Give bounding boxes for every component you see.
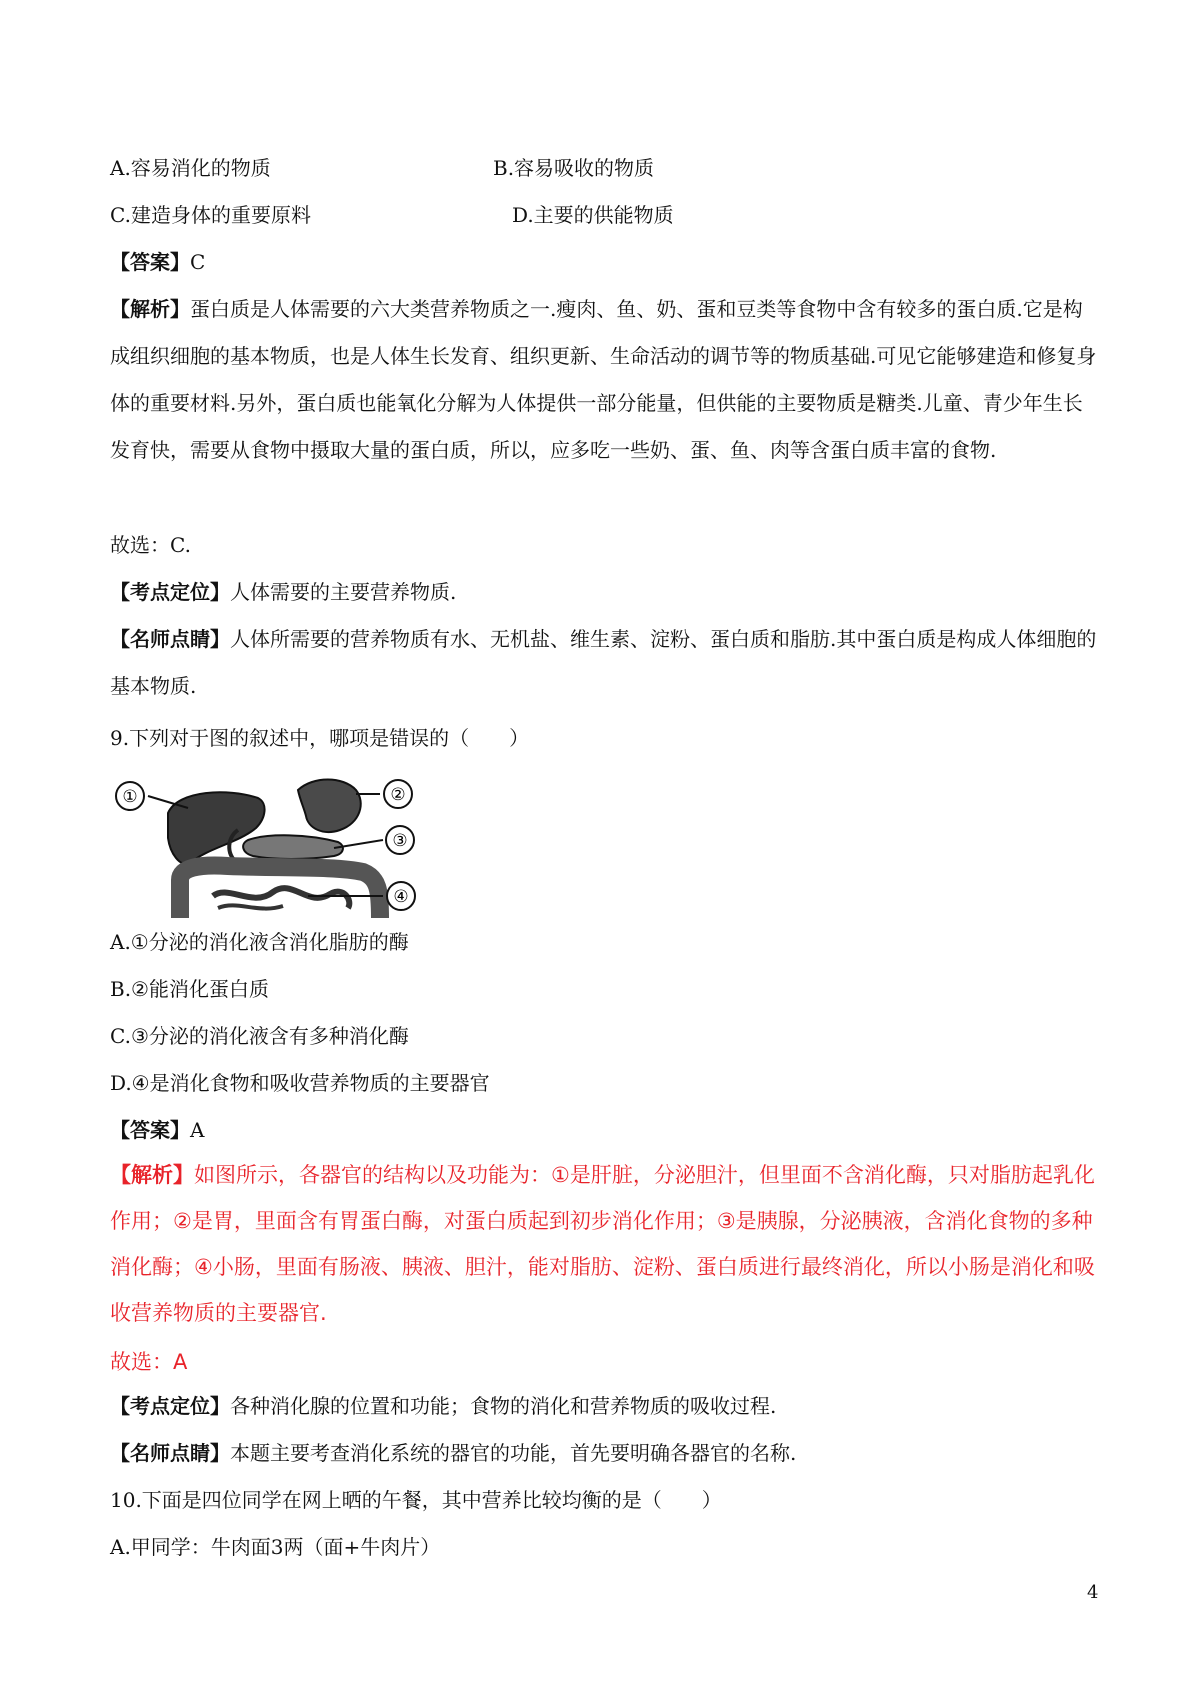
digestive-system-figure <box>108 768 426 918</box>
point-text: 各种消化腺的位置和功能；食物的消化和营养物质的吸收过程. <box>230 1394 777 1418</box>
q9-analysis <box>110 1152 1100 1336</box>
point-text: 人体需要的主要营养物质. <box>230 580 457 604</box>
q10-stem: 10.下面是四位同学在网上晒的午餐，其中营养比较均衡的是（ ） <box>110 1488 722 1512</box>
q8-analysis <box>110 286 1100 474</box>
q8-option-c: C.建造身体的重要原料 <box>110 203 311 227</box>
teacher-text: 人体所需要的营养物质有水、无机盐、维生素、淀粉、蛋白质和脂肪.其中蛋白质是构成人体细胞的基本物质. <box>110 627 1097 698</box>
figure-label-1: ① <box>122 787 138 807</box>
teacher-text: 本题主要考查消化系统的器官的功能，首先要明确各器官的名称. <box>230 1441 797 1465</box>
teacher-tag: 【名师点睛】 <box>110 1441 230 1465</box>
q9-option-d: D.④是消化食物和吸收营养物质的主要器官 <box>110 1071 490 1095</box>
answer-value: C <box>190 250 206 274</box>
analysis-tag: 【解析】 <box>110 1163 194 1187</box>
figure-label-3: ③ <box>392 831 408 851</box>
q9-option-c: C.③分泌的消化液含有多种消化酶 <box>110 1024 409 1048</box>
q9-choose: 故选：A <box>110 1350 188 1374</box>
answer-tag: 【答案】 <box>110 1118 190 1142</box>
point-tag: 【考点定位】 <box>110 1394 230 1418</box>
q8-teacher-note <box>110 616 1100 710</box>
point-tag: 【考点定位】 <box>110 580 230 604</box>
analysis-tag: 【解析】 <box>110 297 190 321</box>
q10-option-a: A.甲同学：牛肉面3两（面+牛肉片） <box>110 1535 441 1559</box>
q9-teacher-note <box>110 1441 796 1465</box>
q8-option-a: A.容易消化的物质 <box>110 156 271 180</box>
figure-label-4: ④ <box>393 887 409 907</box>
q9-option-b: B.②能消化蛋白质 <box>110 977 269 1001</box>
q9-answer <box>110 1118 204 1142</box>
analysis-text: 蛋白质是人体需要的六大类营养物质之一.瘦肉、鱼、奶、蛋和豆类等食物中含有较多的蛋白质.它是构成组织细胞的基本物质，也是人体生长发育、组织更新、生命活动的调节等的物质基础.可见它能够建造和修复身体的重要材料.另外，蛋白质也能氧化分解为人体提供一部分能量，但供能的主要物质是糖类.儿童、青少年生长发育快，需要从食物中摄取大量的蛋白质，所以，应多吃一些奶、蛋、鱼、肉等含蛋白质丰富的食物. <box>110 297 1097 462</box>
q8-answer <box>110 250 205 274</box>
answer-value: A <box>190 1118 205 1142</box>
q9-point <box>110 1394 776 1418</box>
figure-label-2: ② <box>390 785 406 805</box>
teacher-tag: 【名师点睛】 <box>110 627 230 651</box>
q8-option-d: D.主要的供能物质 <box>512 203 674 227</box>
q9-stem: 9.下列对于图的叙述中，哪项是错误的（ ） <box>110 726 530 750</box>
pancreas-shape <box>243 835 343 859</box>
q8-option-b: B.容易吸收的物质 <box>493 156 655 180</box>
analysis-text: 如图所示，各器官的结构以及功能为：①是肝脏，分泌胆汁，但里面不含消化酶，只对脂肪起乳化作用；②是胃，里面含有胃蛋白酶，对蛋白质起到初步消化作用；③是胰腺，分泌胰液，含消化食物的多种消化酶；④小肠，里面有肠液、胰液、胆汁，能对脂肪、淀粉、蛋白质进行最终消化，所以小肠是消化和吸收营养物质的主要器官. <box>110 1163 1095 1325</box>
page-number: 4 <box>1087 1582 1099 1603</box>
q8-choose: 故选：C. <box>110 533 191 557</box>
q9-option-a: A.①分泌的消化液含消化脂肪的酶 <box>110 930 409 954</box>
answer-tag: 【答案】 <box>110 250 190 274</box>
q8-point <box>110 580 456 604</box>
